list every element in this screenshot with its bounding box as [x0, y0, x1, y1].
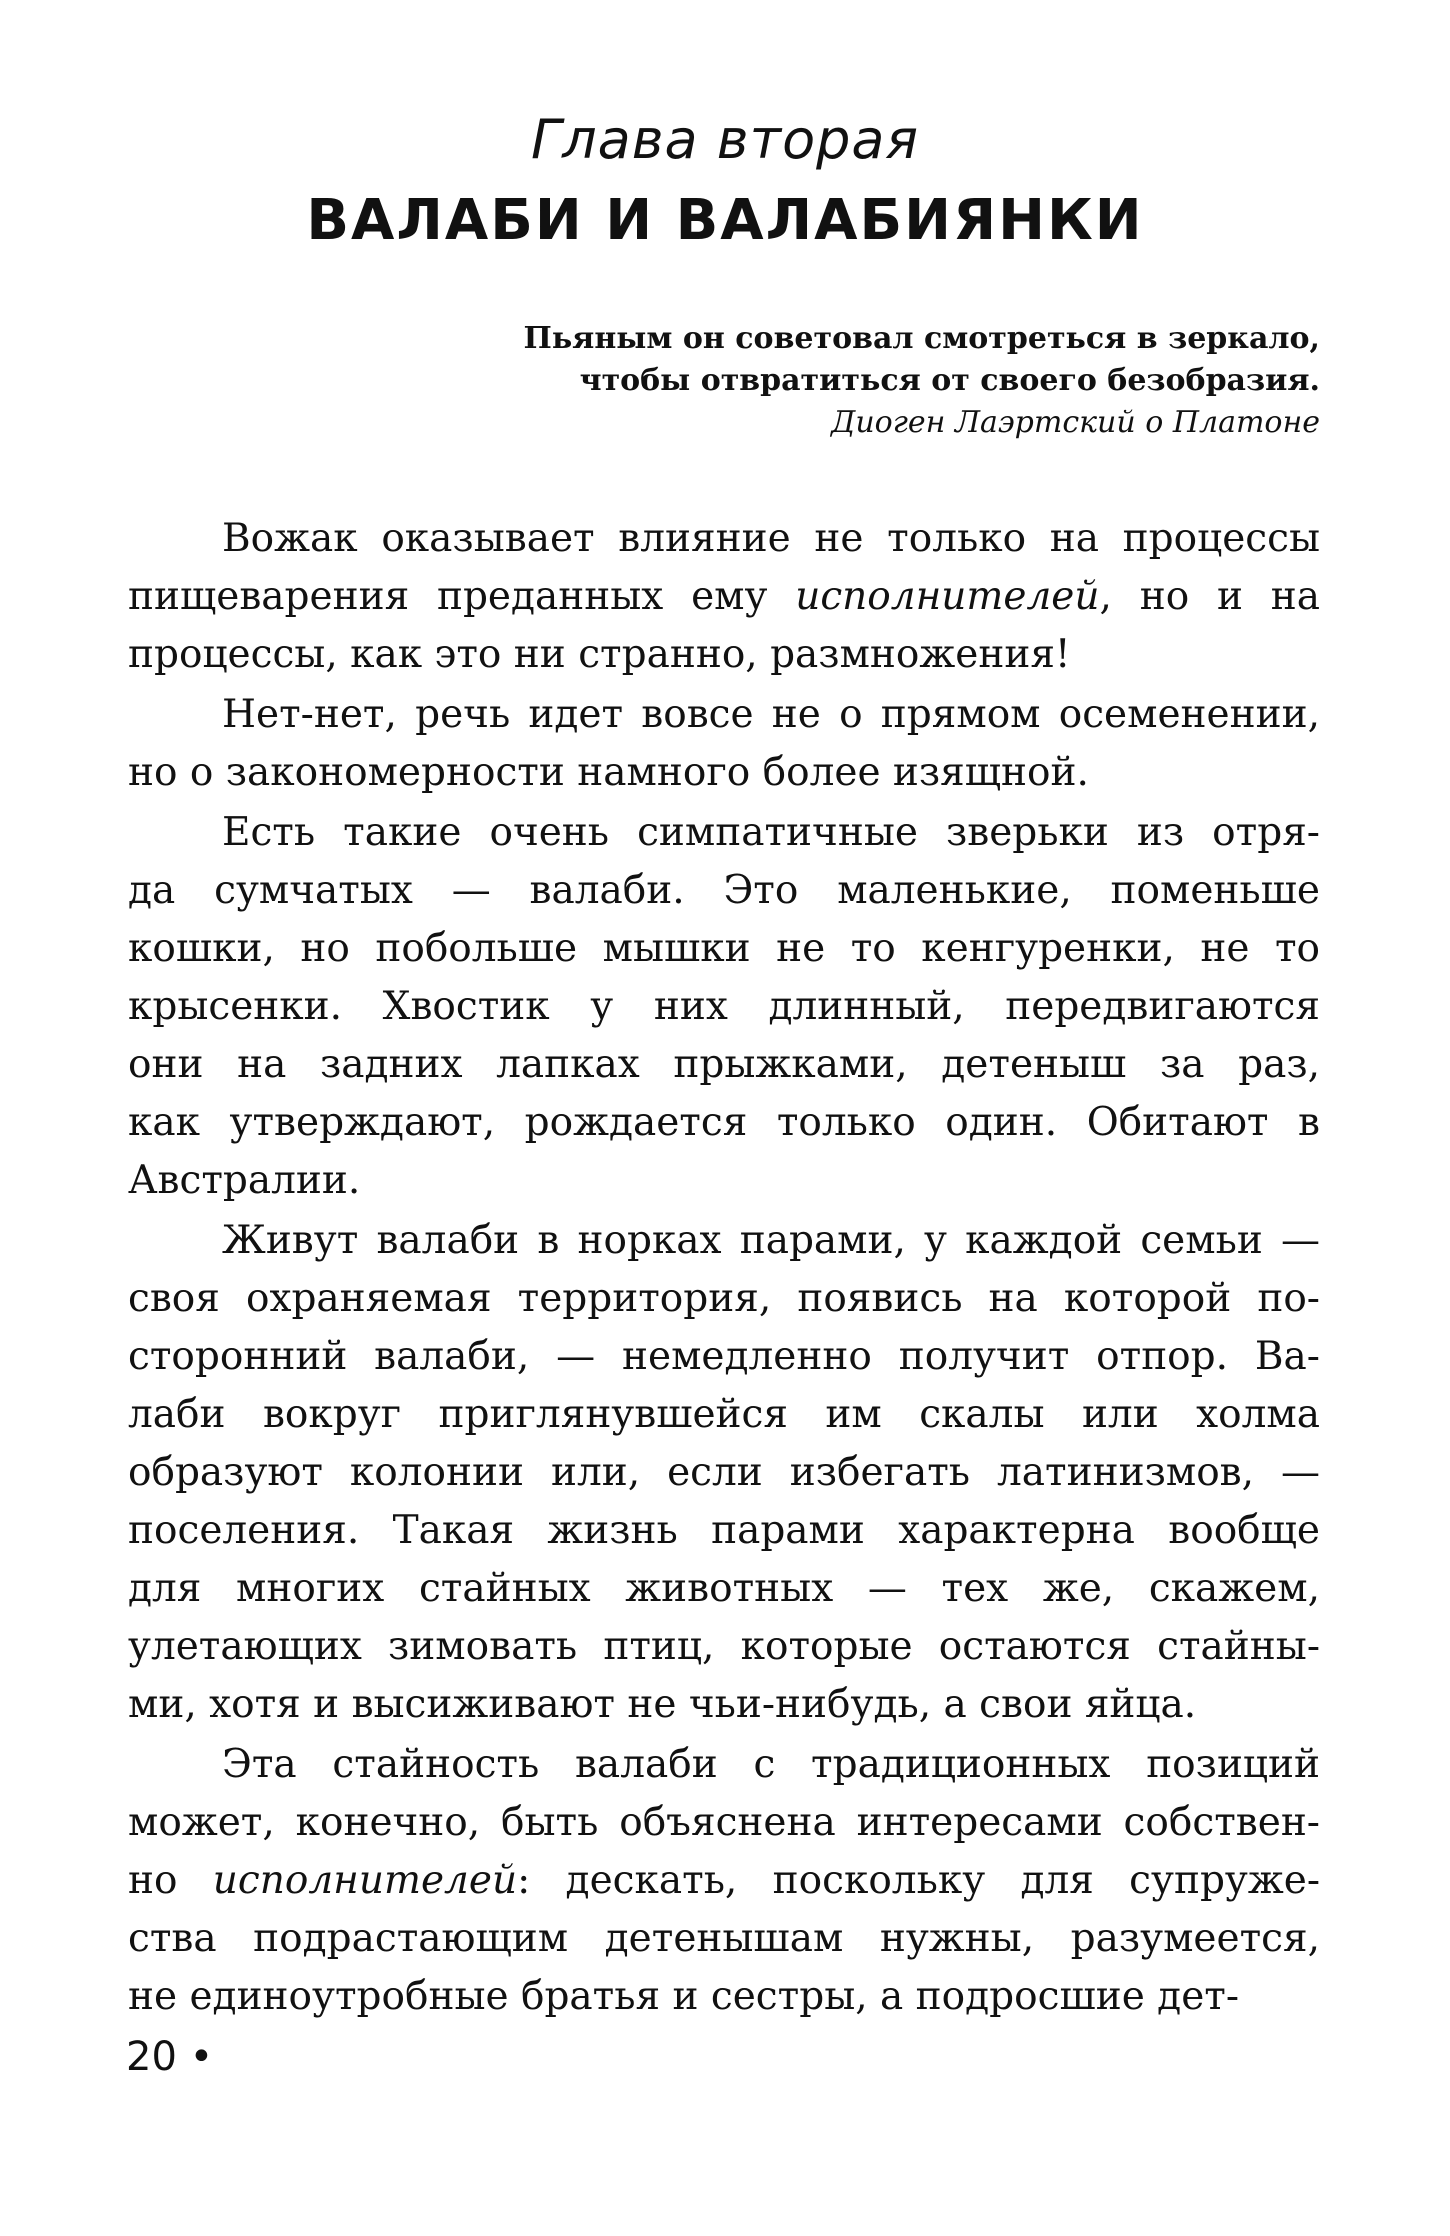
paragraph [128, 1736, 1320, 2026]
text-line: Эта стайность валаби с традиционных позиций [222, 1742, 1320, 1787]
emphasis: исполнителей [795, 574, 1100, 619]
text-line: пищеварения преданных ему исполнителей, но и на [128, 574, 1320, 619]
page-number: 20 • [126, 2034, 214, 2080]
paragraph [128, 804, 1320, 1210]
text-line: крысенки. Хвостик у них длинный, передвигаются [128, 984, 1320, 1029]
text-line: для многих стайных животных — тех же, скажем, [128, 1566, 1320, 1611]
epigraph-source: Диоген Лаэртский о Платоне [830, 405, 1320, 440]
body-text [128, 510, 1320, 2026]
chapter-label: Глава вторая [531, 108, 919, 171]
text-line: но о закономерности намного более изящной. [128, 750, 1089, 795]
text-line: они на задних лапках прыжками, детеныш за раз, [128, 1042, 1320, 1087]
text-line: поселения. Такая жизнь парами характерна вообще [128, 1508, 1320, 1553]
text-line: своя охраняемая территория, появись на которой по- [128, 1276, 1320, 1321]
text-line: Вожак оказывает влияние не только на процессы [222, 516, 1320, 561]
text-line: да сумчатых — валаби. Это маленькие, поменьше [128, 868, 1320, 913]
text-line: ми, хотя и высиживают не чьи-нибудь, а свои яйца. [128, 1682, 1197, 1727]
epigraph [420, 318, 1320, 444]
chapter-title: ВАЛАБИ И ВАЛАБИЯНКИ [306, 188, 1144, 253]
paragraph [128, 510, 1320, 684]
emphasis: исполнителей [212, 1858, 518, 1903]
text-line: Австралии. [128, 1158, 361, 1203]
text-line: процессы, как это ни странно, размножения! [128, 632, 1071, 677]
text-line: ства подрастающим детенышам нужны, разумеется, [128, 1916, 1320, 1961]
text-line: Нет-нет, речь идет вовсе не о прямом осеменении, [222, 692, 1320, 737]
text-line: не единоутробные братья и сестры, а подросшие дет- [128, 1974, 1240, 2019]
text-line: как утверждают, рождается только один. Обитают в [128, 1100, 1320, 1145]
text-line: Есть такие очень симпатичные зверьки из отря- [222, 810, 1320, 855]
text-line: но исполнителей: дескать, поскольку для супруже- [128, 1858, 1320, 1903]
epigraph-line: Пьяным он советовал смотреться в зеркало, [523, 321, 1320, 356]
text-line: кошки, но побольше мышки не то кенгуренки, не то [128, 926, 1320, 971]
text-line: сторонний валаби, — немедленно получит отпор. Ва- [128, 1334, 1320, 1379]
paragraph [128, 1212, 1320, 1734]
text-line: может, конечно, быть объяснена интересами собствен- [128, 1800, 1320, 1845]
text-line: лаби вокруг приглянувшейся им скалы или холма [128, 1392, 1320, 1437]
text-line: Живут валаби в норках парами, у каждой семьи — [222, 1218, 1320, 1263]
text-line: улетающих зимовать птиц, которые остаются стайны- [128, 1624, 1320, 1669]
text-line: образуют колонии или, если избегать латинизмов, — [128, 1450, 1320, 1495]
epigraph-line: чтобы отвратиться от своего безобразия. [579, 363, 1320, 398]
paragraph [128, 686, 1320, 802]
